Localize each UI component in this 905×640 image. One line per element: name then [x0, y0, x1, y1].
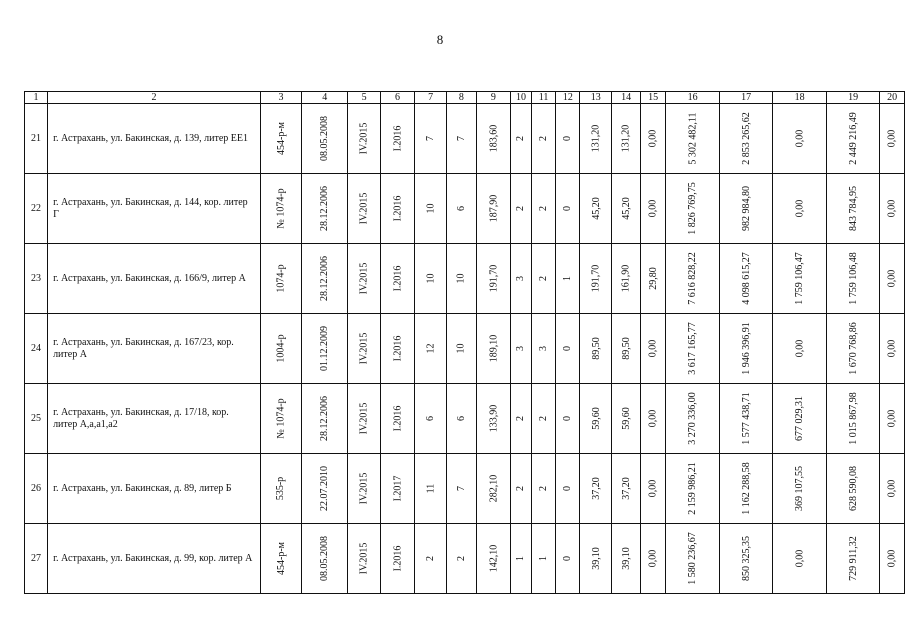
cell — [511, 174, 532, 244]
cell — [476, 524, 511, 594]
cell-value: 7 616 828,22 — [687, 252, 699, 305]
cell — [556, 454, 580, 524]
cell — [447, 174, 477, 244]
cell — [640, 524, 666, 594]
cell — [666, 104, 720, 174]
cell — [640, 244, 666, 314]
cell-value: 2 — [538, 276, 550, 281]
cell — [447, 454, 477, 524]
cell-value: 628 590,08 — [847, 466, 859, 511]
cell — [380, 174, 414, 244]
cell-value: 191,70 — [590, 264, 602, 293]
column-header: 19 — [826, 92, 880, 104]
cell-value: 454-р-м — [275, 122, 287, 155]
column-header: 9 — [476, 92, 511, 104]
cell — [612, 104, 641, 174]
cell-value: 10 — [455, 273, 467, 284]
cell-value: 89,50 — [590, 337, 602, 360]
cell — [640, 454, 666, 524]
cell-value: 28.12.2006 — [319, 396, 331, 441]
cell — [826, 104, 880, 174]
document-date-cell — [302, 174, 348, 244]
cell-value: 2 — [425, 556, 437, 561]
cell-value: 3 270 336,00 — [687, 392, 699, 445]
address-cell: г. Астрахань, ул. Бакинская, д. 166/9, литер А — [48, 244, 261, 314]
cell-value: 89,50 — [620, 337, 632, 360]
cell — [880, 384, 905, 454]
row-number: 23 — [25, 244, 48, 314]
address-cell: г. Астрахань, ул. Бакинская, д. 144, кор. литер Г — [48, 174, 261, 244]
cell — [773, 524, 827, 594]
cell — [348, 174, 381, 244]
cell — [880, 104, 905, 174]
cell — [612, 174, 641, 244]
cell-value: 0 — [562, 416, 574, 421]
cell-value: 39,10 — [590, 547, 602, 570]
column-header: 8 — [447, 92, 477, 104]
cell — [380, 454, 414, 524]
table-row — [25, 314, 905, 384]
cell-value: 7 — [425, 136, 437, 141]
cell-value: 0,00 — [886, 199, 898, 218]
cell-value: 1 670 768,86 — [847, 322, 859, 375]
cell-value: 1 826 769,75 — [687, 182, 699, 235]
cell-value: 28.12.2006 — [319, 186, 331, 231]
cell-value: 454-р-м — [275, 542, 287, 575]
cell — [719, 314, 773, 384]
document-number-cell — [260, 454, 301, 524]
cell-value: 0,00 — [886, 409, 898, 428]
column-header: 16 — [666, 92, 720, 104]
cell-value: 2 — [515, 206, 527, 211]
cell-value: I.2016 — [392, 335, 404, 362]
cell-value: 133,90 — [487, 404, 499, 433]
cell-value: 6 — [455, 206, 467, 211]
cell — [447, 524, 477, 594]
document-date-cell — [302, 384, 348, 454]
cell — [380, 244, 414, 314]
cell-value: 677 029,31 — [794, 396, 806, 441]
cell-value: 0,00 — [794, 199, 806, 218]
document-number-cell — [260, 104, 301, 174]
cell-value: 45,20 — [590, 197, 602, 220]
cell-value: I.2016 — [392, 195, 404, 222]
cell — [348, 524, 381, 594]
cell — [476, 174, 511, 244]
cell-value: I.2016 — [392, 265, 404, 292]
cell — [556, 384, 580, 454]
cell — [880, 524, 905, 594]
cell — [415, 454, 447, 524]
cell-value: 1 015 867,98 — [847, 392, 859, 445]
table-row — [25, 244, 905, 314]
cell-value: IV.2015 — [358, 332, 370, 365]
row-number: 22 — [25, 174, 48, 244]
cell-value: 5 302 482,11 — [687, 112, 699, 165]
cell-value: 0,00 — [647, 479, 659, 498]
cell — [348, 314, 381, 384]
cell-value: 08.05.2008 — [319, 116, 331, 161]
column-header: 6 — [380, 92, 414, 104]
cell-value: 0,00 — [647, 129, 659, 148]
cell — [880, 174, 905, 244]
cell — [580, 104, 612, 174]
cell — [531, 454, 556, 524]
cell — [880, 244, 905, 314]
cell-value: 2 — [455, 556, 467, 561]
cell — [773, 244, 827, 314]
cell-value: 1 — [515, 556, 527, 561]
document-number-cell — [260, 384, 301, 454]
cell — [531, 104, 556, 174]
cell-value: I.2016 — [392, 405, 404, 432]
column-header: 4 — [302, 92, 348, 104]
cell — [415, 314, 447, 384]
cell-value: 3 — [515, 276, 527, 281]
cell-value: 59,60 — [620, 407, 632, 430]
table-row — [25, 174, 905, 244]
cell — [666, 174, 720, 244]
cell-value: 729 911,32 — [847, 536, 859, 581]
row-number: 24 — [25, 314, 48, 384]
cell-value: 1004-р — [275, 334, 287, 363]
cell-value: № 1074-р — [275, 188, 287, 229]
cell-value: 0 — [562, 556, 574, 561]
cell — [447, 244, 477, 314]
cell-value: 0,00 — [647, 549, 659, 568]
cell — [348, 244, 381, 314]
row-number: 25 — [25, 384, 48, 454]
cell-value: IV.2015 — [358, 402, 370, 435]
cell — [380, 314, 414, 384]
cell-value: 0,00 — [794, 129, 806, 148]
cell-value: 2 449 216,49 — [847, 112, 859, 165]
cell-value: 1 946 396,91 — [740, 322, 752, 375]
cell — [880, 314, 905, 384]
column-header: 17 — [719, 92, 773, 104]
cell-value: 45,20 — [620, 197, 632, 220]
document-date-cell — [302, 524, 348, 594]
cell — [580, 314, 612, 384]
cell-value: 1074-р — [275, 264, 287, 293]
cell — [773, 314, 827, 384]
cell — [348, 454, 381, 524]
cell — [640, 314, 666, 384]
column-header: 15 — [640, 92, 666, 104]
cell-value: 3 — [515, 346, 527, 351]
table-row — [25, 384, 905, 454]
cell-value: 2 — [538, 416, 550, 421]
cell-value: 0,00 — [647, 409, 659, 428]
cell-value: 0,00 — [647, 339, 659, 358]
cell — [511, 314, 532, 384]
cell — [640, 104, 666, 174]
cell-value: IV.2015 — [358, 472, 370, 505]
cell-value: 0,00 — [886, 549, 898, 568]
cell — [380, 524, 414, 594]
cell-value: 189,10 — [487, 334, 499, 363]
cell-value: 2 — [538, 486, 550, 491]
header-row — [25, 92, 905, 104]
cell — [580, 244, 612, 314]
cell-value: IV.2015 — [358, 122, 370, 155]
address-cell: г. Астрахань, ул. Бакинская, д. 167/23, кор. литер А — [48, 314, 261, 384]
cell-value: 37,20 — [620, 477, 632, 500]
cell-value: 535-р — [275, 476, 287, 501]
data-table — [24, 91, 905, 594]
cell-value: 2 159 986,21 — [687, 462, 699, 515]
table-row — [25, 104, 905, 174]
cell — [826, 244, 880, 314]
cell — [415, 524, 447, 594]
row-number: 26 — [25, 454, 48, 524]
column-header: 2 — [48, 92, 261, 104]
cell — [476, 314, 511, 384]
cell-value: 39,10 — [620, 547, 632, 570]
cell-value: 0,00 — [886, 129, 898, 148]
cell — [348, 104, 381, 174]
cell — [511, 454, 532, 524]
cell-value: 6 — [425, 416, 437, 421]
cell-value: 0 — [562, 486, 574, 491]
cell — [531, 314, 556, 384]
cell-value: 0,00 — [794, 339, 806, 358]
cell-value: 183,60 — [487, 124, 499, 153]
cell-value: 10 — [425, 203, 437, 214]
cell — [612, 314, 641, 384]
column-header: 7 — [415, 92, 447, 104]
cell-value: IV.2015 — [358, 542, 370, 575]
cell-value: 0,00 — [886, 269, 898, 288]
cell — [612, 524, 641, 594]
cell — [447, 104, 477, 174]
cell-value: 369 107,55 — [794, 466, 806, 511]
cell — [773, 174, 827, 244]
cell-value: 3 — [538, 346, 550, 351]
address-cell: г. Астрахань, ул. Бакинская, д. 99, кор. литер А — [48, 524, 261, 594]
cell — [380, 384, 414, 454]
cell-value: 29,80 — [647, 267, 659, 290]
cell — [511, 104, 532, 174]
cell-value: 2 853 265,62 — [740, 112, 752, 165]
cell — [531, 384, 556, 454]
column-header: 1 — [25, 92, 48, 104]
cell — [826, 314, 880, 384]
document-date-cell — [302, 454, 348, 524]
cell — [826, 384, 880, 454]
cell — [826, 174, 880, 244]
address-cell: г. Астрахань, ул. Бакинская, д. 89, литер Б — [48, 454, 261, 524]
cell — [719, 104, 773, 174]
cell — [719, 244, 773, 314]
cell-value: 7 — [455, 486, 467, 491]
cell — [880, 454, 905, 524]
document-number-cell — [260, 314, 301, 384]
cell-value: I.2017 — [392, 475, 404, 502]
cell-value: 131,20 — [620, 124, 632, 153]
cell-value: 0 — [562, 346, 574, 351]
cell — [773, 454, 827, 524]
column-header: 11 — [531, 92, 556, 104]
cell — [580, 384, 612, 454]
cell-value: 2 — [538, 136, 550, 141]
cell-value: 0,00 — [886, 339, 898, 358]
cell — [773, 384, 827, 454]
cell — [612, 454, 641, 524]
cell-value: 7 — [455, 136, 467, 141]
cell — [447, 384, 477, 454]
cell — [666, 384, 720, 454]
row-number: 21 — [25, 104, 48, 174]
cell — [415, 244, 447, 314]
document-number-cell — [260, 524, 301, 594]
cell — [580, 524, 612, 594]
column-header: 5 — [348, 92, 381, 104]
cell — [511, 384, 532, 454]
cell-value: 28.12.2006 — [319, 256, 331, 301]
cell — [612, 244, 641, 314]
cell-value: 161,90 — [620, 264, 632, 293]
cell — [719, 524, 773, 594]
cell-value: 191,70 — [487, 264, 499, 293]
cell-value: 22.07.2010 — [319, 466, 331, 511]
cell-value: 0,00 — [886, 479, 898, 498]
cell-value: 2 — [538, 206, 550, 211]
cell-value: 1 759 106,48 — [847, 252, 859, 305]
cell-value: 0,00 — [794, 549, 806, 568]
cell-value: IV.2015 — [358, 192, 370, 225]
cell — [531, 174, 556, 244]
cell — [476, 244, 511, 314]
cell — [415, 384, 447, 454]
cell-value: 3 617 165,77 — [687, 322, 699, 375]
cell — [447, 314, 477, 384]
cell-value: № 1074-р — [275, 398, 287, 439]
cell-value: 843 784,95 — [847, 186, 859, 231]
cell-value: 0 — [562, 206, 574, 211]
cell-value: 4 098 615,27 — [740, 252, 752, 305]
cell-value: 2 — [515, 416, 527, 421]
cell — [531, 524, 556, 594]
cell-value: 131,20 — [590, 124, 602, 153]
document-date-cell — [302, 314, 348, 384]
cell — [476, 104, 511, 174]
cell — [580, 174, 612, 244]
cell — [666, 244, 720, 314]
cell — [415, 104, 447, 174]
cell-value: 2 — [515, 136, 527, 141]
document-date-cell — [302, 104, 348, 174]
cell-value: I.2016 — [392, 545, 404, 572]
column-header: 18 — [773, 92, 827, 104]
cell — [348, 384, 381, 454]
cell — [612, 384, 641, 454]
column-header: 3 — [260, 92, 301, 104]
address-cell: г. Астрахань, ул. Бакинская, д. 17/18, кор. литер А,а,а1,а2 — [48, 384, 261, 454]
table-row — [25, 524, 905, 594]
cell — [640, 384, 666, 454]
cell-value: 1 759 106,47 — [794, 252, 806, 305]
cell-value: 11 — [425, 483, 437, 494]
cell — [826, 524, 880, 594]
cell-value: 59,60 — [590, 407, 602, 430]
cell — [640, 174, 666, 244]
cell-value: I.2016 — [392, 125, 404, 152]
column-header: 14 — [612, 92, 641, 104]
cell — [719, 174, 773, 244]
cell-value: 0 — [562, 136, 574, 141]
cell-value: 2 — [515, 486, 527, 491]
document-number-cell — [260, 174, 301, 244]
cell — [580, 454, 612, 524]
document-number-cell — [260, 244, 301, 314]
cell — [511, 244, 532, 314]
cell-value: 1 — [562, 276, 574, 281]
cell — [556, 314, 580, 384]
cell — [666, 454, 720, 524]
cell-value: IV.2015 — [358, 262, 370, 295]
cell-value: 187,90 — [487, 194, 499, 223]
column-header: 13 — [580, 92, 612, 104]
address-cell: г. Астрахань, ул. Бакинская, д. 139, литер ЕЕ1 — [48, 104, 261, 174]
column-header: 10 — [511, 92, 532, 104]
page-number: 8 — [436, 32, 444, 47]
cell-value: 37,20 — [590, 477, 602, 500]
table-row — [25, 454, 905, 524]
row-number: 27 — [25, 524, 48, 594]
cell-value: 10 — [455, 343, 467, 354]
document-date-cell — [302, 244, 348, 314]
cell-value: 12 — [425, 343, 437, 354]
cell-value: 01.12.2009 — [319, 326, 331, 371]
cell — [476, 384, 511, 454]
cell-value: 08.05.2008 — [319, 536, 331, 581]
cell — [531, 244, 556, 314]
cell-value: 1 577 438,71 — [740, 392, 752, 445]
cell — [719, 384, 773, 454]
column-header: 20 — [880, 92, 905, 104]
cell-value: 850 325,35 — [740, 536, 752, 581]
cell — [666, 524, 720, 594]
cell-value: 6 — [455, 416, 467, 421]
cell — [415, 174, 447, 244]
cell — [556, 244, 580, 314]
cell-value: 1 — [538, 556, 550, 561]
cell — [380, 104, 414, 174]
cell — [556, 104, 580, 174]
column-header: 12 — [556, 92, 580, 104]
cell-value: 1 580 236,67 — [687, 532, 699, 585]
cell — [666, 314, 720, 384]
cell-value: 282,10 — [487, 474, 499, 503]
cell — [826, 454, 880, 524]
cell-value: 142,10 — [487, 544, 499, 573]
cell — [773, 104, 827, 174]
cell — [719, 454, 773, 524]
cell-value: 1 162 288,58 — [740, 462, 752, 515]
cell-value: 0,00 — [647, 199, 659, 218]
cell — [511, 524, 532, 594]
cell — [556, 524, 580, 594]
cell — [476, 454, 511, 524]
cell-value: 10 — [425, 273, 437, 284]
cell — [556, 174, 580, 244]
cell-value: 982 984,80 — [740, 186, 752, 231]
